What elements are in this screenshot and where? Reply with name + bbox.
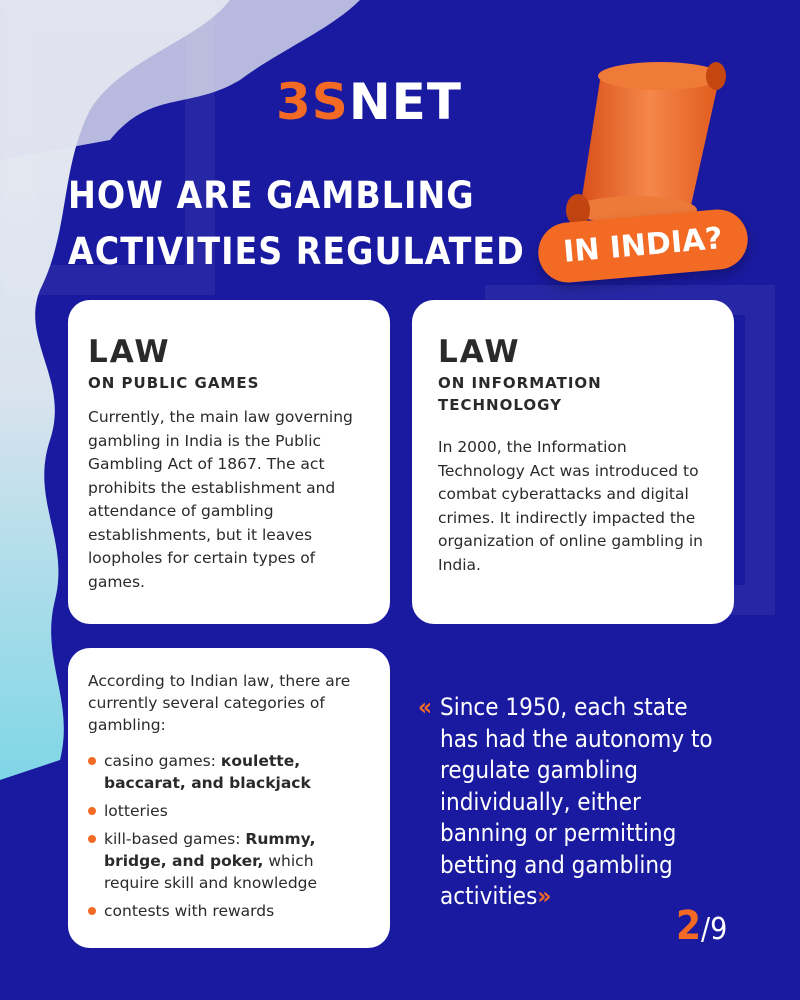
bullet-dot-icon xyxy=(88,835,96,843)
item-after-text: which require skill and knowledge xyxy=(104,852,318,892)
brand-logo xyxy=(276,74,462,130)
list-item xyxy=(88,800,370,822)
categories-list xyxy=(88,750,370,922)
bullet-dot-icon xyxy=(88,907,96,915)
list-item xyxy=(88,750,370,794)
item-bold-text: кoulette, baccarat, and blackjack xyxy=(104,752,311,792)
bullet-dot-icon xyxy=(88,807,96,815)
item-text: contests with rewards xyxy=(104,902,275,920)
list-item xyxy=(88,828,370,894)
page-indicator xyxy=(676,903,728,950)
item-text: casino games: xyxy=(104,752,221,770)
item-text: kill-based games: xyxy=(104,830,246,848)
page-title xyxy=(68,168,538,280)
logo-part-net: NET xyxy=(348,73,462,131)
categories-intro: According to Indian law, there are currently several categories of gambling: xyxy=(88,672,351,734)
card-body: Currently, the main law governing gambling in India is the Public Gambling Act of 1867. The act prohibits the establishment and attendance of gambling establishments, but it leaves loopholes for certain types of games. xyxy=(88,408,353,591)
card-subheading: ON INFORMATION TECHNOLOGY xyxy=(438,374,602,414)
law-information-technology-card xyxy=(412,300,734,624)
card-body: In 2000, the Information Technology Act was introduced to combat cyberattacks and digital crimes. It indirectly impacted the organization of online gambling in India. xyxy=(438,438,703,574)
gambling-categories-card xyxy=(68,648,390,948)
in-india-badge: IN INDIA? xyxy=(536,207,750,285)
item-text: lotteries xyxy=(104,802,168,820)
list-item xyxy=(88,900,370,922)
page-total: /9 xyxy=(701,912,728,947)
law-public-games-card xyxy=(68,300,390,624)
logo-part-3s: 3S xyxy=(276,73,349,131)
bullet-dot-icon xyxy=(88,757,96,765)
title-line-2: ACTIVITIES REGULATED xyxy=(68,230,525,273)
page-current: 2 xyxy=(676,903,702,949)
open-quote-mark: « xyxy=(418,693,432,721)
title-line-1: HOW ARE GAMBLING xyxy=(68,174,475,217)
card-subheading: ON PUBLIC GAMES xyxy=(88,374,260,392)
card-heading: LAW xyxy=(88,334,171,370)
item-bold-text: Rummy, bridge, and poker, xyxy=(104,830,316,870)
quote-block xyxy=(418,692,728,913)
card-heading: LAW xyxy=(438,334,521,370)
quote-text: Since 1950, each state has had the autonomy to regulate gambling individually, either banning or permitting betting and gambling activities xyxy=(440,693,713,910)
close-quote-mark: » xyxy=(537,882,552,910)
